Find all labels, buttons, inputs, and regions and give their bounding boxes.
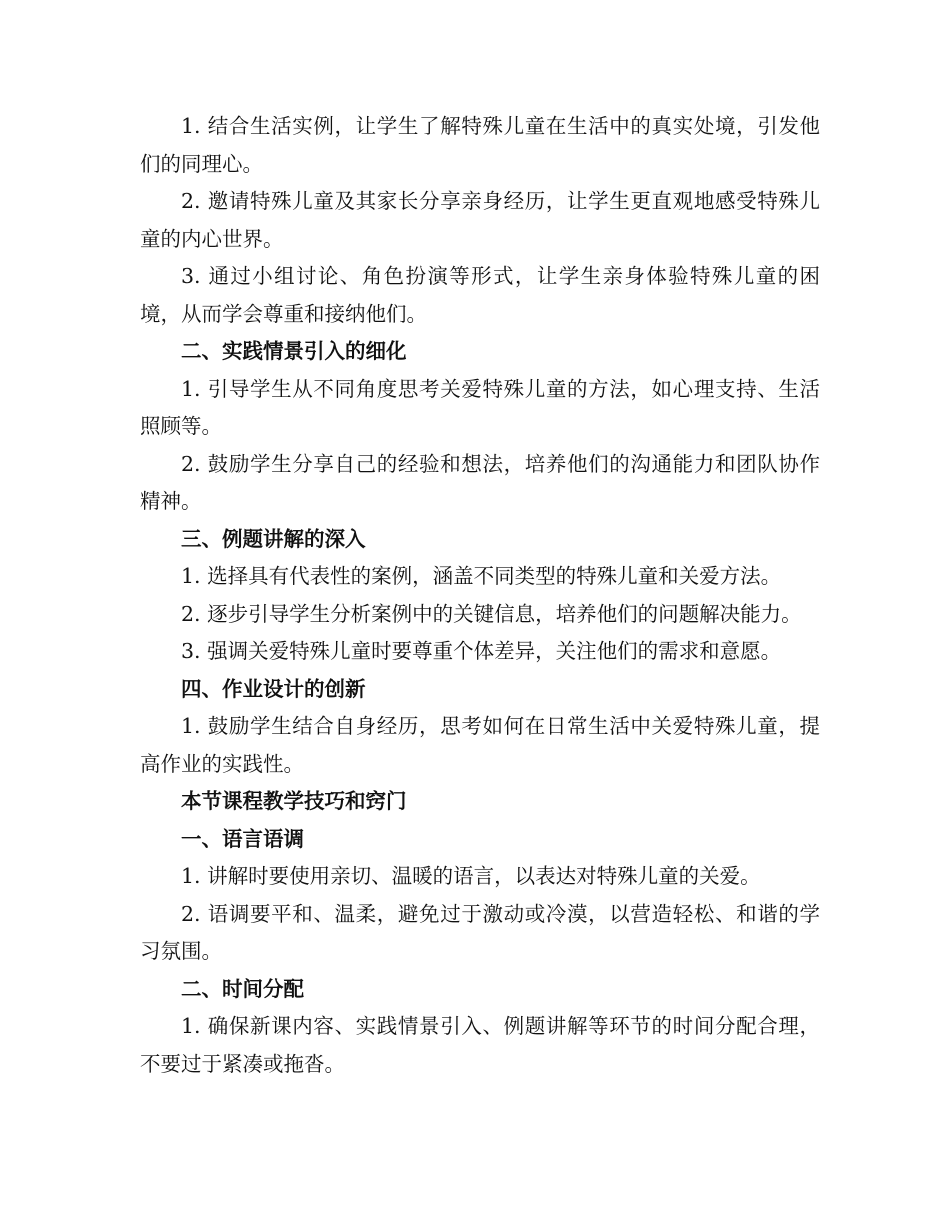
paragraph-share-experience: 2. 鼓励学生分享自己的经验和想法，培养他们的沟通能力和团队协作精神。: [140, 451, 820, 513]
paragraph-homework-practice: 1. 鼓励学生结合自身经历，思考如何在日常生活中关爱特殊儿童，提高作业的实践性。: [140, 714, 820, 776]
section-heading-teaching-tips: 本节课程教学技巧和窍门: [181, 789, 407, 813]
paragraph-representative-cases: 1. 选择具有代表性的案例，涵盖不同类型的特殊儿童和关爱方法。: [181, 564, 782, 588]
paragraph-individual-differences: 3. 强调关爱特殊儿童时要尊重个体差异，关注他们的需求和意愿。: [181, 639, 782, 663]
section-heading-homework-design: 四、作业设计的创新: [181, 676, 366, 701]
section-heading-example-explanation: 三、例题讲解的深入: [181, 526, 366, 551]
paragraph-time-allocation: 1. 确保新课内容、实践情景引入、例题讲解等环节的时间分配合理，不要过于紧凑或拖沓。: [140, 1014, 820, 1076]
section-heading-time-allocation: 二、时间分配: [181, 976, 304, 1001]
paragraph-warm-language: 1. 讲解时要使用亲切、温暖的语言，以表达对特殊儿童的关爱。: [181, 864, 761, 888]
paragraph-empathy-example: 1. 结合生活实例，让学生了解特殊儿童在生活中的真实处境，引发他们的同理心。: [140, 114, 820, 176]
paragraph-invite-families: 2. 邀请特殊儿童及其家长分享亲身经历，让学生更直观地感受特殊儿童的内心世界。: [140, 189, 820, 251]
paragraph-gentle-tone: 2. 语调要平和、温柔，避免过于激动或冷漠，以营造轻松、和谐的学习氛围。: [140, 901, 820, 963]
document-body: [140, 108, 820, 1083]
paragraph-care-methods: 1. 引导学生从不同角度思考关爱特殊儿童的方法，如心理支持、生活照顾等。: [140, 376, 820, 438]
paragraph-case-analysis: 2. 逐步引导学生分析案例中的关键信息，培养他们的问题解决能力。: [181, 601, 802, 626]
section-heading-practice-scenario: 二、实践情景引入的细化: [181, 339, 407, 363]
section-heading-language-tone: 一、语言语调: [181, 826, 304, 851]
paragraph-group-discussion: 3. 通过小组讨论、角色扮演等形式，让学生亲身体验特殊儿童的困境，从而学会尊重和接纳他们。: [140, 264, 820, 326]
